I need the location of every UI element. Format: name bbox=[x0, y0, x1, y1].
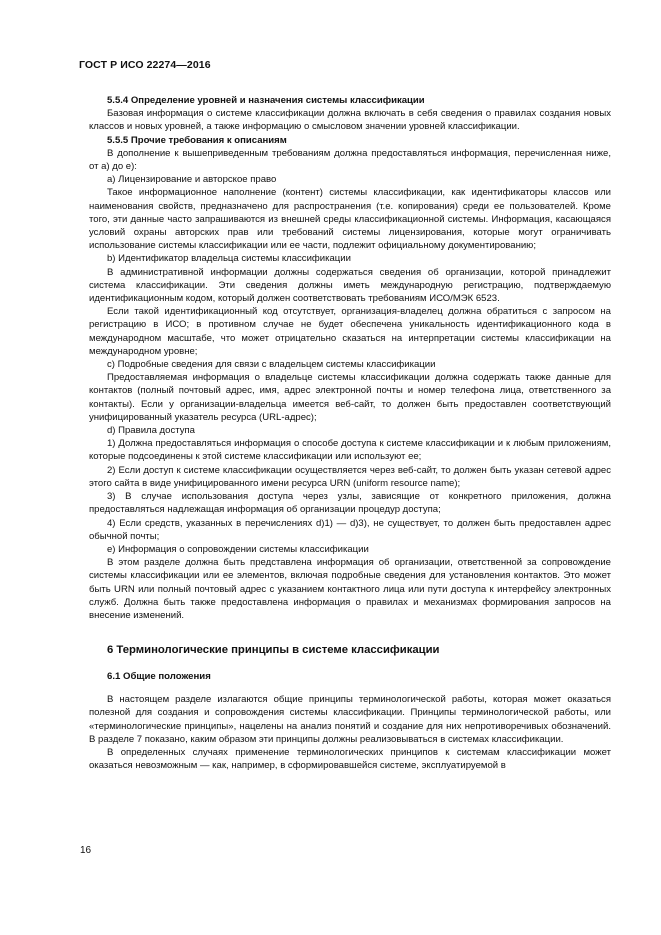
section-6-1-paragraph-1: В настоящем разделе излагаются общие принципы терминологической работы, которая может оказаться полезной для создания и сопровождения системы классификации. Принципы терминологической работы, или «терминологические принципы», нацелены на анализ понятий и создание для них непротиворечивых обозначений. В разделе 7 показано, каким образом эти принципы должны реализовываться в системах классификации. bbox=[89, 694, 611, 745]
item-b-body-1: В административной информации должны содержаться сведения об организации, которой принадлежит система классификации. Эти сведения должны иметь международную регистрацию, подтверждаемую идентификационным кодом, который должен соответствовать требованиям ИСО/МЭК 6523. bbox=[89, 266, 611, 305]
item-a-body: Такое информационное наполнение (контент) системы классификации, как идентификаторы классов или наименования свойств, предназначено для распространения (т.е. копирования) среди ее пользователей. Кроме того, эти данные часто запрашиваются из внешней среды классификационной системы. Информация, касающаяся условий охраны авторских прав или требований системы лицензирования, которые могут ограничивать использование системы классификации или ее части, подлежит официальному документированию; bbox=[89, 187, 611, 252]
item-d-title: d) Правила доступа bbox=[107, 425, 195, 437]
document-header: ГОСТ Р ИСО 22274—2016 bbox=[79, 59, 211, 71]
section-5-5-4-body: Базовая информация о системе классификации должна включать в себя сведения о правилах создания новых классов и новых уровней, а также информацию о смысловом значении уровней классификации. bbox=[89, 108, 611, 133]
item-b-title: b) Идентификатор владельца системы классификации bbox=[107, 253, 351, 265]
item-c-body: Предоставляемая информация о владельце системы классификации должна содержать также данные для контактов (полный почтовый адрес, имя, адрес электронной почты и номер телефона лица, ответственного за контакты). Если у организации-владельца имеется веб-сайт, то должен быть предоставлен соответствующий унифицированный указатель ресурса (URL-адрес); bbox=[89, 372, 611, 423]
item-e-title: е) Информация о сопровождении системы классификации bbox=[107, 543, 369, 555]
section-6-1-paragraph-2: В определенных случаях применение терминологических принципов к системам классификации может оказаться невозможным — как, например, в сформировавшейся системе, эксплуатируемой в bbox=[89, 746, 611, 772]
item-d-3: 3) В случае использования доступа через узлы, зависящие от конкретного приложения, должна предоставляться надлежащая информация об организации процедур доступа; bbox=[89, 491, 611, 516]
item-b-body-2: Если такой идентификационный код отсутствует, организация-владелец должна обратиться с запросом на регистрацию в ИСО; в противном случае не будет обеспечена уникальность идентификационного кода в международном масштабе, что может отрицательно сказаться на интерпретации системы классификации на международном уровне; bbox=[89, 306, 611, 357]
section-6-1-heading: 6.1 Общие положения bbox=[107, 671, 211, 683]
section-5-5-4-heading: 5.5.4 Определение уровней и назначения системы классификации bbox=[107, 95, 425, 106]
item-c-title: с) Подробные сведения для связи с владельцем системы классификации bbox=[107, 359, 436, 371]
section-6-heading: 6 Терминологические принципы в системе классификации bbox=[107, 644, 440, 657]
item-d-2: 2) Если доступ к системе классификации осуществляется через веб-сайт, то должен быть указан сетевой адрес этого сайта в виде унифицированного имени ресурса URN (uniform resource name); bbox=[89, 464, 611, 489]
page-number: 16 bbox=[80, 845, 92, 856]
item-d-4: 4) Если средств, указанных в перечислениях d)1) — d)3), не существует, то должен быть предоставлен адрес обычной почты; bbox=[89, 517, 611, 542]
item-a-title: а) Лицензирование и авторское право bbox=[107, 174, 277, 186]
section-5-5-5-intro: В дополнение к вышеприведенным требованиям должна предоставляться информация, перечисленная ниже, от а) до е): bbox=[89, 147, 611, 173]
item-e-body: В этом разделе должна быть представлена информация об организации, ответственной за сопровождение системы классификации или ее элементов, включая подробные сведения для установления контактов. Это может быть URN или полный почтовый адрес с указанием контактного лица или пути доступа к интерфейсу электронных служб. Должна быть также предоставлена информация о правилах и механизмах формирования запросов на внесение изменений. bbox=[89, 557, 611, 621]
item-d-1: 1) Должна предоставляться информация о способе доступа к системе классификации и к любым приложениям, которые подсоединены к этой системе классификации или используют ее; bbox=[89, 438, 611, 463]
section-5-5-5-heading: 5.5.5 Прочие требования к описаниям bbox=[107, 134, 287, 146]
page-content bbox=[89, 94, 611, 772]
